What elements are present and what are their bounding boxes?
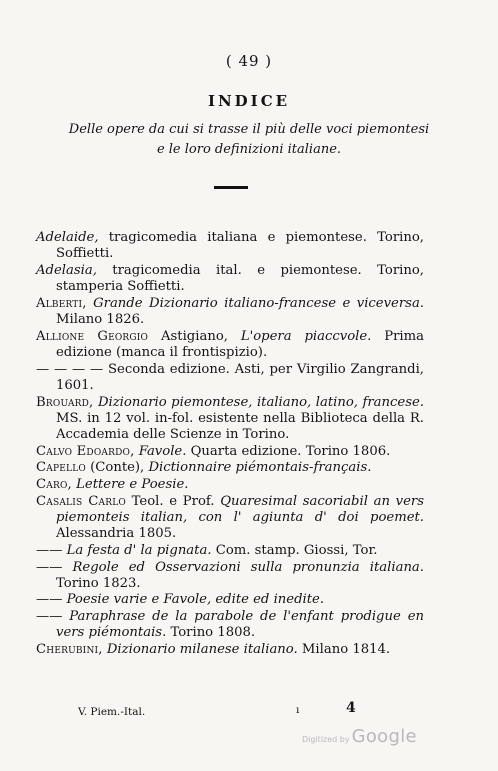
index-entry-casalis bbox=[36, 494, 424, 543]
entry-work: Lettere e Poesie. bbox=[71, 477, 189, 493]
index-entry-capello bbox=[36, 460, 424, 476]
entry-details: Torino 1808. bbox=[166, 625, 256, 641]
index-entry-adelaide bbox=[36, 230, 424, 262]
watermark-prefix: Digitized by bbox=[302, 735, 350, 744]
entry-work: Dictionnaire piémontais-français. bbox=[148, 460, 372, 476]
entry-ditto: — — — — bbox=[36, 361, 104, 377]
index-entry-caro bbox=[36, 477, 424, 493]
entry-work: Poesie varie e Favole, edite ed inedite. bbox=[62, 592, 325, 608]
entry-work: Paraphrase de la parabole de l'enfant prodigue en vers piémontais. bbox=[56, 609, 424, 641]
sheet-number: 4 bbox=[346, 700, 356, 716]
entry-work: Grande Dizionario italiano-francese e viceversa. bbox=[86, 295, 424, 311]
entry-work: Dizionario milanese italiano. bbox=[102, 642, 298, 658]
index-entry-casalis-poesie bbox=[36, 592, 424, 608]
entry-work: L'opera piaccvole. bbox=[240, 328, 372, 344]
subtitle-line-2: e le loro definizioni italiane. bbox=[156, 142, 342, 157]
entry-author: Caro, bbox=[36, 477, 72, 493]
index-list bbox=[36, 230, 424, 659]
entry-details: Quarta edizione. Torino 1806. bbox=[186, 443, 391, 459]
entry-author: Alberti, bbox=[36, 295, 87, 311]
entry-work: Favole. bbox=[134, 443, 187, 459]
entry-details: Com. stamp. Giossi, Tor. bbox=[211, 542, 378, 558]
entry-title: Adelaide, bbox=[36, 230, 99, 245]
index-entry-casalis-regole bbox=[36, 560, 424, 592]
footer-mark: ı bbox=[296, 704, 300, 716]
entry-author: Allione Georgio bbox=[36, 328, 149, 344]
entry-ditto: —— bbox=[36, 542, 63, 558]
index-entry-allione-second bbox=[36, 362, 424, 394]
entry-details: tragicomedia ital. e piemontese. Torino, stamperia Soffietti. bbox=[56, 262, 424, 295]
entry-ditto: —— bbox=[36, 559, 63, 575]
index-entry-brouard bbox=[36, 395, 424, 444]
entry-qualifier: Astigiano, bbox=[148, 328, 241, 344]
digitized-watermark bbox=[302, 726, 417, 747]
entry-details: Seconda edizione. Asti, per Virgilio Zangrandi, 1601. bbox=[56, 361, 424, 393]
entry-details: MS. in 12 vol. in-fol. esistente nella Biblioteca della R. Accademia delle Scienze in Torino. bbox=[56, 410, 424, 442]
entry-author: Casalis Carlo bbox=[36, 493, 126, 509]
entry-qualifier: Teol. e Prof. bbox=[125, 493, 221, 509]
index-entry-adelasia bbox=[36, 263, 424, 295]
index-entry-casalis-pignata bbox=[36, 543, 424, 559]
entry-details: tragicomedia italiana e piemontese. Torino, Soffietti. bbox=[56, 230, 424, 262]
page-subtitle bbox=[20, 120, 478, 160]
entry-work: Quaresimal sacoriabil an vers piemonteis italian, con l' agiunta d' doi poemet. bbox=[56, 493, 425, 525]
entry-ditto: —— bbox=[36, 609, 63, 625]
index-entry-casalis-paraphrase bbox=[36, 609, 424, 641]
google-logo: Google bbox=[351, 726, 417, 747]
index-entry-calvo bbox=[36, 444, 424, 460]
index-entry-allione bbox=[36, 329, 424, 361]
index-entry-cherubini bbox=[36, 642, 424, 658]
entry-qualifier: (Conte), bbox=[85, 460, 149, 476]
entry-title: Adelasia, bbox=[36, 262, 97, 278]
entry-author: Calvo Edoardo, bbox=[36, 443, 135, 459]
page-number: ( 49 ) bbox=[225, 52, 273, 70]
entry-details: Milano 1826. bbox=[56, 312, 145, 328]
entry-details: Milano 1814. bbox=[297, 642, 391, 658]
index-entry-alberti bbox=[36, 296, 424, 328]
entry-details: Torino 1823. bbox=[56, 575, 141, 591]
entry-details: Prima edizione (manca il frontispizio). bbox=[56, 328, 424, 360]
entry-work: Dizionario piemontese, italiano, latino, francese. bbox=[93, 394, 424, 410]
title-divider bbox=[214, 186, 248, 189]
entry-work: Regole ed Osservazioni sulla pronunzia italiana. bbox=[62, 559, 424, 575]
entry-work: La festa d' la pignata. bbox=[62, 542, 212, 558]
page-title: INDICE bbox=[207, 92, 291, 110]
entry-details: Alessandria 1805. bbox=[56, 526, 177, 542]
entry-author: Cherubini, bbox=[36, 642, 103, 658]
entry-author: Brouard, bbox=[36, 394, 94, 410]
entry-author: Capello bbox=[36, 460, 86, 476]
subtitle-line-1: Delle opere da cui si trasse il più delle voci piemontesi bbox=[68, 122, 430, 137]
entry-ditto: —— bbox=[36, 592, 63, 608]
signature-mark: V. Piem.-Ital. bbox=[78, 706, 146, 718]
